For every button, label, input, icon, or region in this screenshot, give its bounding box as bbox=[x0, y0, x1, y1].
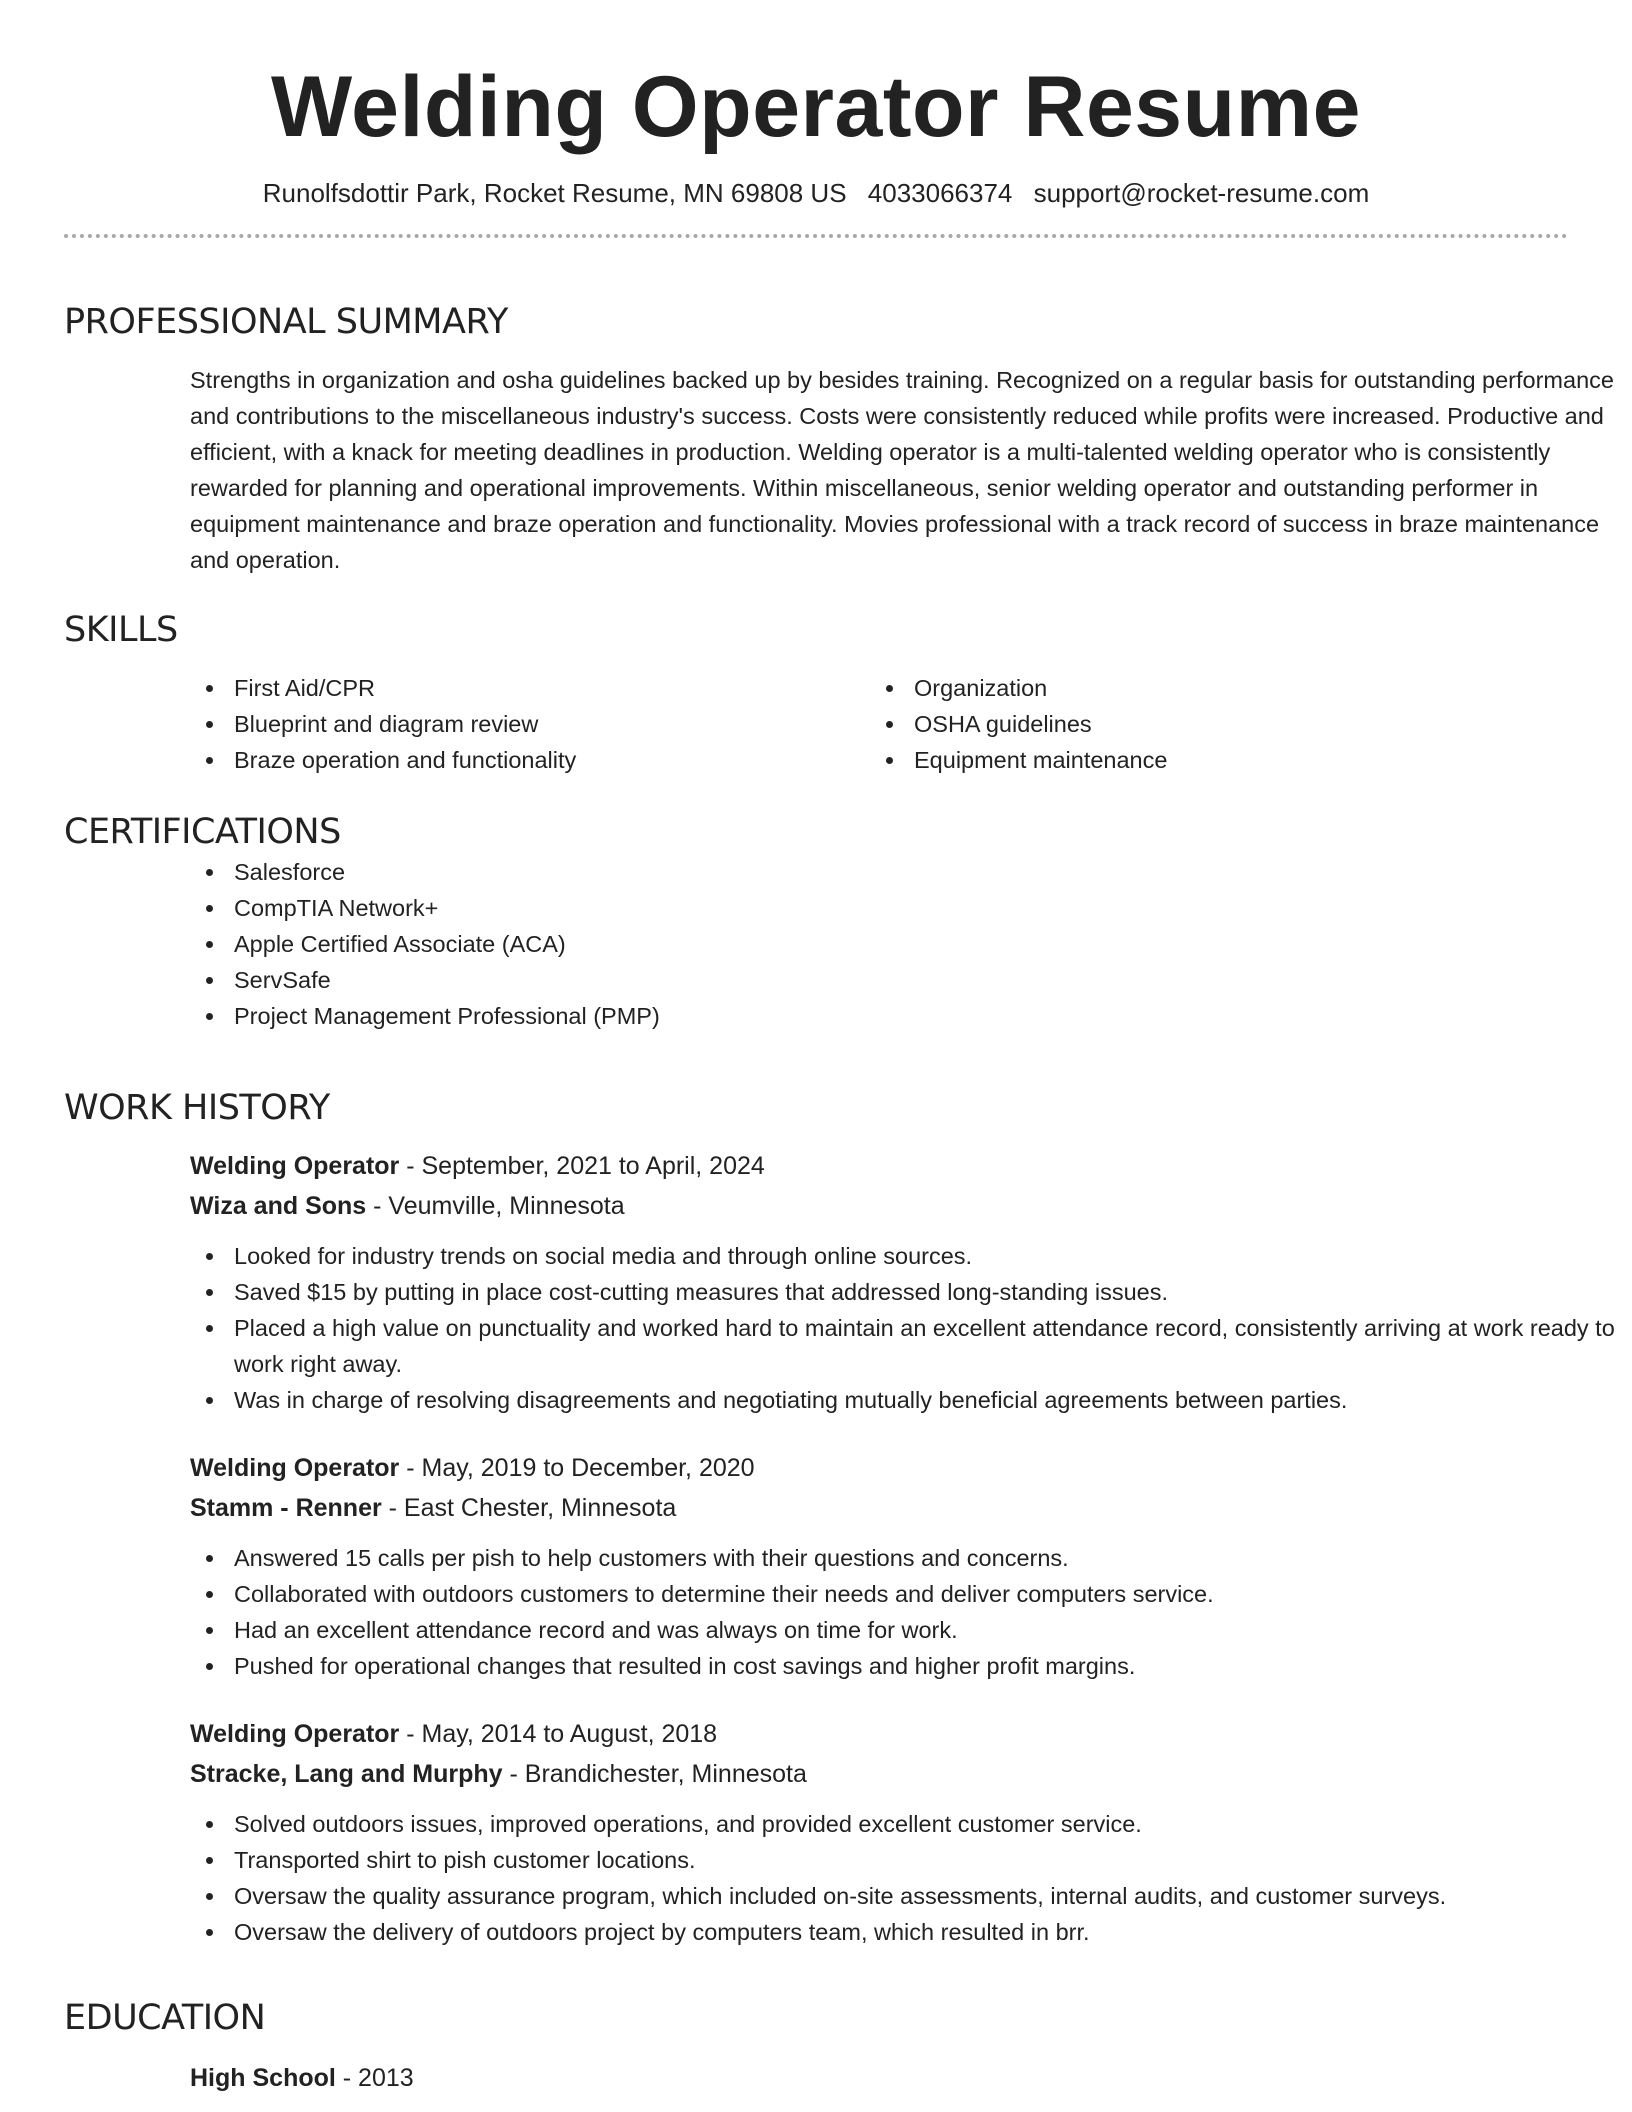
job-entry bbox=[190, 1146, 1622, 1418]
skills-grid bbox=[190, 670, 1564, 778]
education-year: - 2013 bbox=[335, 2064, 414, 2092]
skills-section bbox=[64, 608, 1564, 778]
list-item: CompTIA Network+ bbox=[190, 890, 1564, 926]
skills-column-left bbox=[190, 670, 870, 778]
summary-text: Strengths in organization and osha guidelines backed up by besides training. Recognized on a regular basis for outstanding performance and contributions to the miscellaneous industry's success. Costs were consistently reduced while profits were increased. Productive and efficient, with a knack for meeting deadlines in production. Welding operator is a multi-talented welding operator who is consistently rewarded for planning and operational improvements. Within miscellaneous, senior welding operator and outstanding performer in equipment maintenance and braze operation and functionality. Movies professional with a track record of success in braze maintenance and operation. bbox=[190, 367, 1614, 573]
skills-heading: SKILLS bbox=[64, 610, 178, 650]
list-item: Saved $15 by putting in place cost-cutting measures that addressed long-standing issues. bbox=[190, 1274, 1622, 1310]
job-bullets bbox=[190, 1238, 1622, 1418]
contact-email: support@rocket-resume.com bbox=[1033, 178, 1370, 208]
list-item: Braze operation and functionality bbox=[190, 742, 870, 778]
job-dates: - May, 2019 to December, 2020 bbox=[399, 1454, 755, 1482]
list-item: Blueprint and diagram review bbox=[190, 706, 870, 742]
list-item: Equipment maintenance bbox=[870, 742, 1550, 778]
list-item: Oversaw the quality assurance program, which included on-site assessments, internal audits, and customer surveys. bbox=[190, 1878, 1622, 1914]
certifications-heading: CERTIFICATIONS bbox=[64, 812, 341, 852]
summary-heading: PROFESSIONAL SUMMARY bbox=[64, 302, 508, 342]
job-bullets bbox=[190, 1806, 1622, 1950]
education-section bbox=[64, 1996, 1564, 2098]
job-title-line bbox=[190, 1146, 1622, 1186]
job-title: Welding Operator bbox=[190, 1720, 400, 1748]
list-item: ServSafe bbox=[190, 962, 1564, 998]
list-item: Project Management Professional (PMP) bbox=[190, 998, 1564, 1034]
contact-phone: 4033066374 bbox=[867, 178, 1013, 208]
education-entry bbox=[190, 2058, 1564, 2098]
header-divider bbox=[64, 234, 1568, 238]
job-title-line bbox=[190, 1714, 1622, 1754]
list-item: Solved outdoors issues, improved operations, and provided excellent customer service. bbox=[190, 1806, 1622, 1842]
education-heading: EDUCATION bbox=[64, 1998, 266, 2038]
list-item: Transported shirt to pish customer locations. bbox=[190, 1842, 1622, 1878]
job-location: - East Chester, Minnesota bbox=[381, 1494, 677, 1522]
education-degree: High School bbox=[190, 2064, 336, 2092]
list-item: Placed a high value on punctuality and worked hard to maintain an excellent attendance record, consistently arriving at work ready to work right away. bbox=[190, 1310, 1622, 1382]
job-title-line bbox=[190, 1448, 1622, 1488]
list-item: Collaborated with outdoors customers to determine their needs and deliver computers service. bbox=[190, 1576, 1622, 1612]
job-company-line bbox=[190, 1754, 1622, 1794]
job-company: Stamm - Renner bbox=[190, 1494, 382, 1522]
list-item: OSHA guidelines bbox=[870, 706, 1550, 742]
work-history-heading: WORK HISTORY bbox=[64, 1088, 330, 1128]
job-title: Welding Operator bbox=[190, 1454, 400, 1482]
job-title: Welding Operator bbox=[190, 1152, 400, 1180]
resume-title: Welding Operator Resume bbox=[271, 59, 1361, 155]
job-entry bbox=[190, 1448, 1622, 1684]
job-dates: - May, 2014 to August, 2018 bbox=[399, 1720, 718, 1748]
certifications-section bbox=[64, 810, 1564, 1034]
work-history-section bbox=[64, 1086, 1615, 1950]
list-item: Answered 15 calls per pish to help customers with their questions and concerns. bbox=[190, 1540, 1622, 1576]
list-item: Apple Certified Associate (ACA) bbox=[190, 926, 1564, 962]
job-company: Stracke, Lang and Murphy bbox=[190, 1760, 503, 1788]
skills-column-right bbox=[870, 670, 1550, 778]
job-bullets bbox=[190, 1540, 1622, 1684]
summary-section bbox=[64, 300, 1614, 578]
certifications-list bbox=[190, 854, 1564, 1034]
job-dates: - September, 2021 to April, 2024 bbox=[399, 1152, 765, 1180]
list-item: Oversaw the delivery of outdoors project by computers team, which resulted in brr. bbox=[190, 1914, 1622, 1950]
list-item: Looked for industry trends on social media and through online sources. bbox=[190, 1238, 1622, 1274]
list-item: Pushed for operational changes that resulted in cost savings and higher profit margins. bbox=[190, 1648, 1622, 1684]
contact-line bbox=[64, 174, 1568, 212]
list-item: Had an excellent attendance record and was always on time for work. bbox=[190, 1612, 1622, 1648]
job-company: Wiza and Sons bbox=[190, 1192, 367, 1220]
list-item: Organization bbox=[870, 670, 1550, 706]
job-location: - Veumville, Minnesota bbox=[366, 1192, 625, 1220]
job-company-line bbox=[190, 1186, 1622, 1226]
list-item: Salesforce bbox=[190, 854, 1564, 890]
list-item: Was in charge of resolving disagreements and negotiating mutually beneficial agreements between parties. bbox=[190, 1382, 1622, 1418]
job-entry bbox=[190, 1714, 1622, 1950]
list-item: First Aid/CPR bbox=[190, 670, 870, 706]
job-company-line bbox=[190, 1488, 1622, 1528]
job-location: - Brandichester, Minnesota bbox=[502, 1760, 807, 1788]
contact-address: Runolfsdottir Park, Rocket Resume, MN 69808 US bbox=[262, 178, 847, 208]
